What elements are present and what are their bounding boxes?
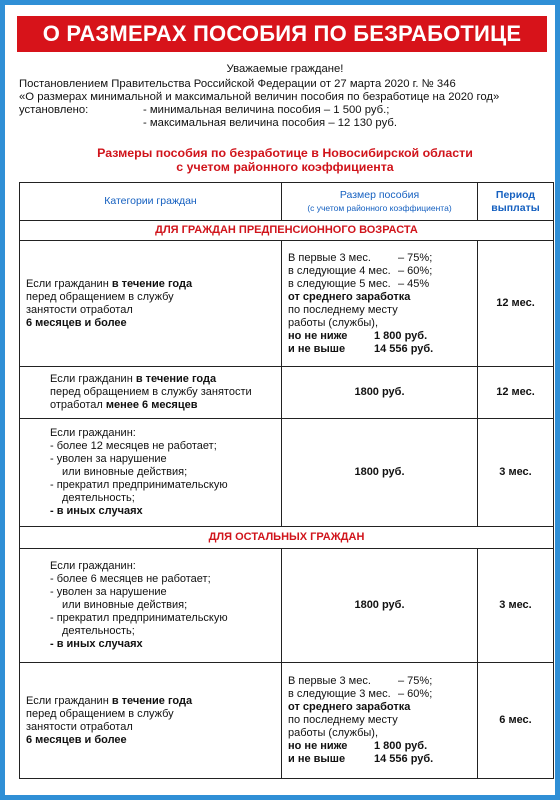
- greeting: Уважаемые граждане!: [226, 63, 344, 75]
- header-category: Категории граждан: [20, 183, 282, 221]
- size-cell: 1800 руб.: [282, 419, 478, 527]
- table-header-row: [20, 183, 554, 221]
- benefits-table: [19, 182, 554, 779]
- header-size-label: Размер пособия: [339, 188, 420, 201]
- size-cell: В первые 3 мес. – 75%; в следующие 3 мес. – 60%; от среднего заработка по последнему месту работы (службы), но не ниже 1 800 руб. и не выше 14 556 руб.: [282, 663, 478, 779]
- category-cell: Если гражданин: - более 12 месяцев не работает; - уволен за нарушение или виновные действия; - прекратил предпринимательскую деятельность; - в иных случаях: [20, 419, 282, 527]
- intro-line-4: [19, 117, 551, 130]
- header-period: Период выплаты: [478, 183, 554, 221]
- table-row: [20, 419, 554, 527]
- category-cell: Если гражданин: - более 6 месяцев не работает; - уволен за нарушение или виновные действия; - прекратил предпринимательскую деятельность; - в иных случаях: [20, 549, 282, 663]
- header-size: [282, 183, 478, 221]
- table-row: [20, 367, 554, 419]
- intro-block: [19, 63, 551, 130]
- section-row-others: [20, 527, 554, 549]
- table-row: [20, 549, 554, 663]
- period-cell: 3 мес.: [478, 419, 554, 527]
- period-cell: 3 мес.: [478, 549, 554, 663]
- section-others: ДЛЯ ОСТАЛЬНЫХ ГРАЖДАН: [20, 527, 554, 549]
- intro-min-value: - минимальная величина пособия – 1 500 руб.;: [143, 104, 390, 116]
- period-cell: 12 мес.: [478, 241, 554, 367]
- size-cell: 1800 руб.: [282, 367, 478, 419]
- subtitle-line-2: с учетом районного коэффициента: [176, 160, 394, 174]
- category-cell: Если гражданин в течение года перед обращением в службу занятости отработал 6 месяцев и более: [20, 241, 282, 367]
- intro-line-2: «О размерах минимальной и максимальной величин пособия по безработице на 2020 год»: [19, 91, 500, 103]
- intro-line-1: Постановлением Правительства Российской Федерации от 27 марта 2020 г. № 346: [19, 78, 456, 90]
- table-row: [20, 663, 554, 779]
- section-row-pre-pension: [20, 221, 554, 241]
- intro-max-value: - максимальная величина пособия – 12 130 руб.: [143, 117, 397, 129]
- intro-line-3: [19, 104, 551, 117]
- period-cell: 12 мес.: [478, 367, 554, 419]
- size-cell: В первые 3 мес. – 75%; в следующие 4 мес. – 60%; в следующие 5 мес. – 45% от среднего заработка по последнему месту работы (службы), но не ниже 1 800 руб. и не выше 14 556 руб.: [282, 241, 478, 367]
- section-subtitle: [19, 146, 551, 174]
- section-pre-pension: ДЛЯ ГРАЖДАН ПРЕДПЕНСИОННОГО ВОЗРАСТА: [20, 221, 554, 241]
- size-cell: 1800 руб.: [282, 549, 478, 663]
- intro-established-label: установлено:: [19, 104, 89, 116]
- category-cell: Если гражданин в течение года перед обращением в службу занятости отработал 6 месяцев и более: [20, 663, 282, 779]
- page-title: О РАЗМЕРАХ ПОСОБИЯ ПО БЕЗРАБОТИЦЕ: [17, 16, 547, 52]
- header-size-note: (с учетом районного коэффициента): [307, 202, 452, 213]
- period-cell: 6 мес.: [478, 663, 554, 779]
- category-cell: Если гражданин в течение года перед обращением в службу занятости отработал менее 6 месяцев: [20, 367, 282, 419]
- subtitle-line-1: Размеры пособия по безработице в Новосибирской области: [97, 146, 473, 160]
- table-row: [20, 241, 554, 367]
